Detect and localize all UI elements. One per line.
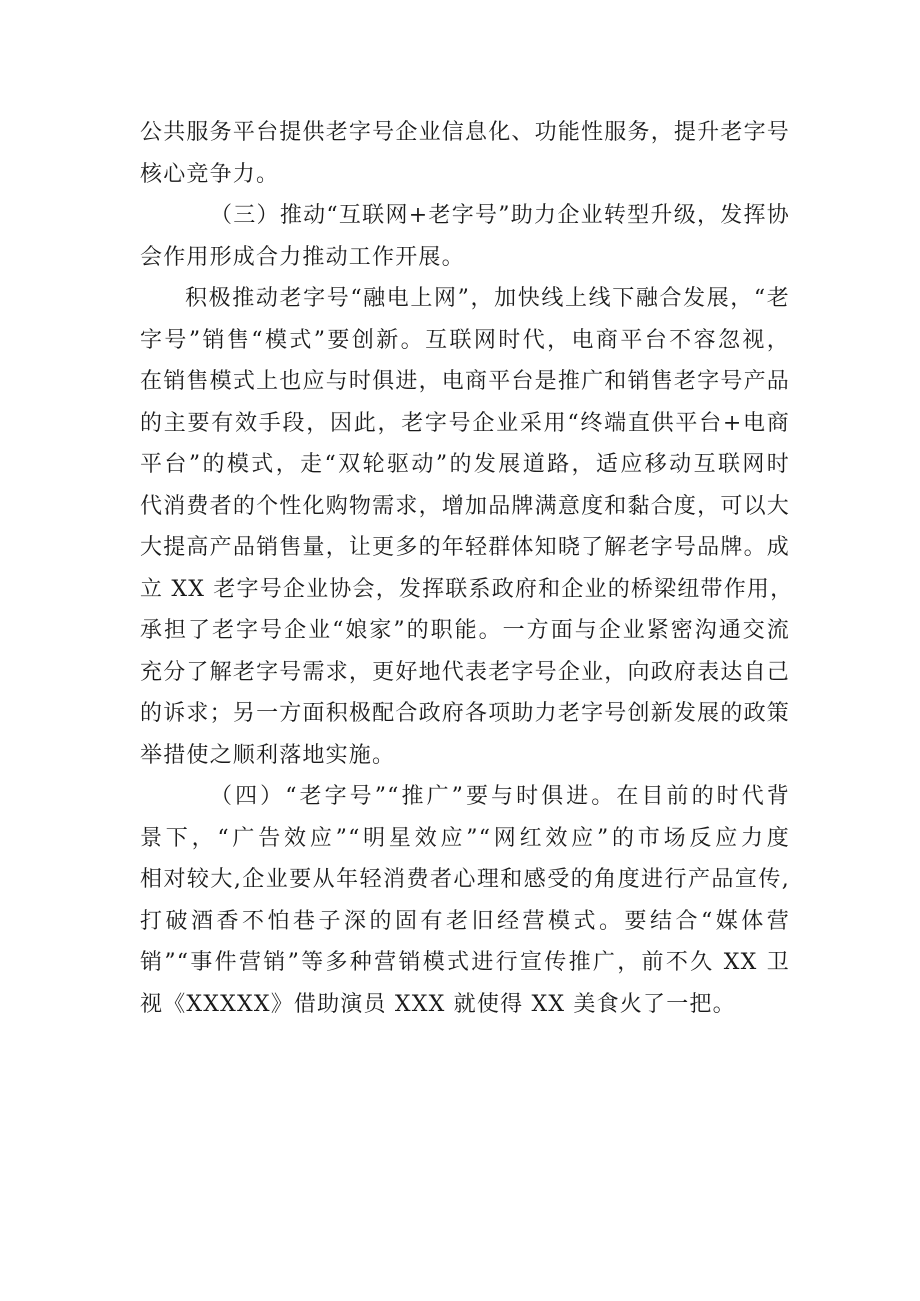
text-line: 大提高产品销售量，让更多的年轻群体知晓了解老字号品牌。成 <box>140 535 790 560</box>
text-line: 平台”的模式，走“双轮驱动”的发展道路，适应移动互联网时 <box>140 452 790 477</box>
paragraph-continuation <box>140 112 790 195</box>
text-line: 的诉求；另一方面积极配合政府各项助力老字号创新发展的政策 <box>140 701 790 726</box>
text-line: 代消费者的个性化购物需求，增加品牌满意度和黏合度，可以大 <box>140 493 790 519</box>
body-paragraph <box>140 278 794 776</box>
text-line: 充分了解老字号需求，更好地代表老字号企业，向政府表达自己 <box>140 659 790 685</box>
text-line: 会作用形成合力推动工作开展。 <box>140 244 465 270</box>
document-page <box>140 112 794 1025</box>
text-line: 相对较大,企业要从年轻消费者心理和感受的角度进行产品宣传, <box>140 867 790 892</box>
text-line: 景下，“广告效应”“明星效应”“网红效应”的市场反应力度 <box>140 825 790 851</box>
text-line: 举措使之顺利落地实施。 <box>140 742 396 768</box>
text-line: 的主要有效手段，因此，老字号企业采用“终端直供平台+电商 <box>140 410 790 436</box>
text-line: 积极推动老字号“融电上网”，加快线上线下融合发展，“老 <box>185 286 790 311</box>
section-heading-3 <box>140 195 790 278</box>
text-line: 视《XXXXX》借助演员 XXX 就使得 XX 美食火了一把。 <box>140 991 736 1017</box>
text-line: 打破酒香不怕巷子深的固有老旧经营模式。要结合“媒体营 <box>140 908 790 934</box>
text-line: 立 XX 老字号企业协会，发挥联系政府和企业的桥梁纽带作用， <box>140 576 794 602</box>
text-line: 承担了老字号企业“娘家”的职能。一方面与企业紧密沟通交流 <box>140 618 790 643</box>
text-line: （四）“老字号”“推广”要与时俱进。在目前的时代背 <box>210 784 790 809</box>
text-line: 字号”销售“模式”要创新。互联网时代，电商平台不容忽视， <box>140 327 790 353</box>
text-line: （三）推动“互联网+老字号”助力企业转型升级，发挥协 <box>210 203 790 228</box>
section-heading-4 <box>140 776 790 1025</box>
text-line: 销”“事件营销”等多种营销模式进行宣传推广，前不久 XX 卫 <box>140 950 790 975</box>
text-line: 公共服务平台提供老字号企业信息化、功能性服务，提升老字号 <box>140 120 790 145</box>
text-line: 在销售模式上也应与时俱进，电商平台是推广和销售老字号产品 <box>140 369 790 394</box>
text-line: 核心竞争力。 <box>140 161 280 187</box>
